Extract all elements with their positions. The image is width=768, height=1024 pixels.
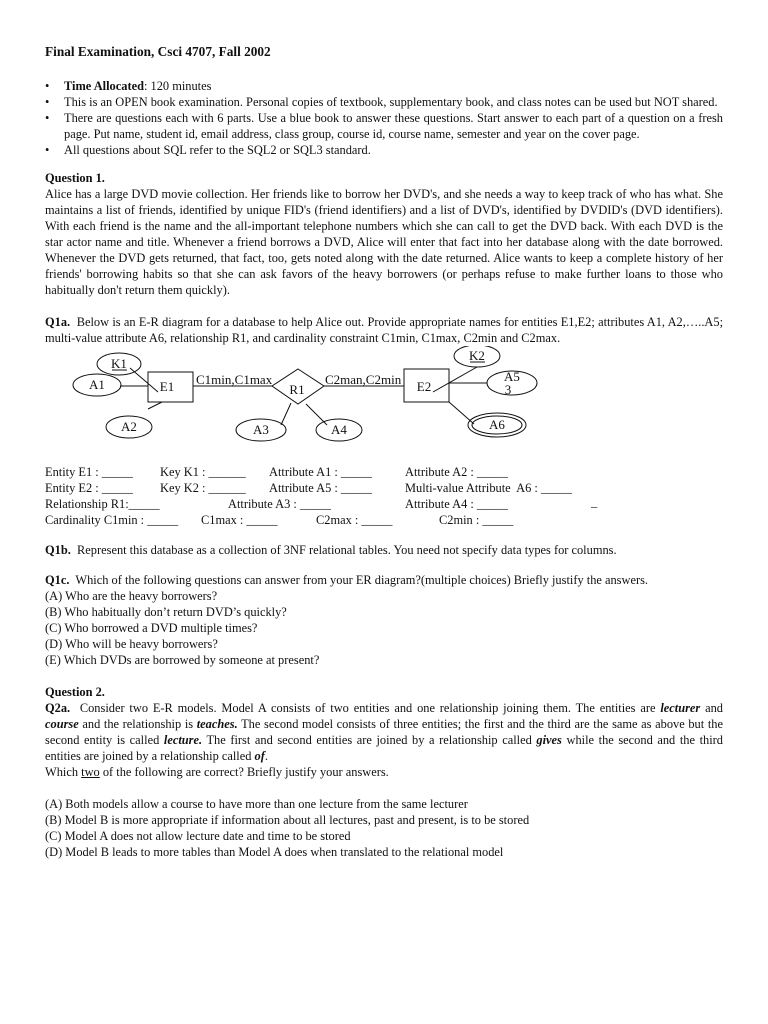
question-2-heading: Question 2.: [45, 685, 105, 699]
cardinality-c1-label: C1min,C1max: [196, 372, 273, 387]
attr-a6-label: A6: [489, 417, 505, 432]
blank-attr-a5: Attribute A5 : _____: [269, 481, 372, 495]
blank-key-k2: Key K2 : ______: [160, 481, 246, 495]
attr-a5-label: A5: [504, 369, 520, 384]
exam-title: Final Examination, Csci 4707, Fall 2002: [45, 44, 271, 59]
q2a-text-1: Consider two E-R models. Model A consists of two entities and one relationship joining them. The entities are: [79, 701, 656, 715]
question-1-body: Alice has a large DVD movie collection. Her friends like to borrow her DVD's, and she needs a way to keep track of who has what. She maintains a list of friends, identified by unique FID's (friend identifiers) and a list of DVD's, identified by DVDID's (DVD identifiers). With each friend is the name and the all-important telephone numbers which she can call to get the DVD back. With each DVD is the star actor name and title. Whenever a friend borrows a DVD, Alice will enter that fact into her database along with the date borrowed. Whenever the DVD gets returned, that fact, too, gets noted along with the date returned. Alice wants to keep a complete history of her friends' borrowing habits so that she can ask favors of the heavy borrowers (or perhaps refuse to make further loans to those who habitually don't return them quickly).: [45, 187, 723, 297]
entity-e1-label: E1: [159, 379, 175, 394]
q1c-option: (E) Which DVDs are borrowed by someone at present?: [45, 653, 320, 667]
blank-attr-a3: Attribute A3 : _____: [228, 497, 331, 511]
blank-c2min: C2min : _____: [439, 513, 514, 527]
edge-k2-e2: [433, 367, 477, 392]
instruction-blue-book: • There are questions each with 6 parts. Use a blue book to answer these questions. Start answer to each part of a question on a fresh page. Put name, student id, email address, class group, course id, course name, semester and year on the cover page.: [45, 110, 723, 142]
answer-blanks: [45, 464, 723, 528]
term-of: of: [254, 749, 265, 763]
q1b-prompt: [45, 542, 723, 558]
q2a-text-2: and the relationship is: [82, 717, 194, 731]
blank-c1min: Cardinality C1min : _____: [45, 513, 179, 527]
instruction-time: [45, 78, 723, 94]
stray-underscore: _: [591, 495, 598, 509]
q1c-prompt: [45, 572, 723, 588]
q1c-option: (B) Who habitually don’t return DVD’s quickly?: [45, 605, 287, 619]
q2a-body: [45, 700, 723, 764]
er-diagram: [45, 346, 723, 464]
blank-attr-a2: Attribute A2 : _____: [405, 465, 508, 479]
q2a-label: Q2a.: [45, 701, 71, 715]
entity-e2-label: E2: [416, 379, 432, 394]
term-course: course: [45, 717, 79, 731]
q2a-text-5: while the second and the third entities are joined by a relationship called: [45, 733, 723, 763]
blank-entity-e1: Entity E1 : _____: [45, 465, 133, 479]
q1c-text: Which of the following questions can answer from your ER diagram?(multiple choices) Briefly justify the answers.: [75, 573, 648, 587]
which-pre: Which: [45, 765, 79, 779]
er-diagram-svg: [45, 346, 723, 464]
q2a-option: (D) Model B leads to more tables than Model A does when translated to the relational model: [45, 845, 504, 859]
q1c-options: [45, 588, 723, 668]
q2a-option: (A) Both models allow a course to have more than one lecture from the same lecturer: [45, 797, 468, 811]
question-1-heading: Question 1.: [45, 171, 105, 185]
attr-k1-label: K1: [111, 356, 127, 371]
q1c-option: (A) Who are the heavy borrowers?: [45, 589, 218, 603]
q2a-text-4: The first and second entities are joined by a relationship called: [206, 733, 532, 747]
q1b-text: Represent this database as a collection of 3NF relational tables. You need not specify data types for columns.: [77, 543, 617, 557]
blank-attr-a1: Attribute A1 : _____: [269, 465, 372, 479]
q1c-label: Q1c.: [45, 573, 70, 587]
instructions-list: [45, 78, 723, 158]
exam-page: [45, 44, 723, 860]
q1a-prompt: [45, 314, 723, 346]
time-value: : 120 minutes: [143, 79, 212, 93]
q2a-and: and: [705, 701, 723, 715]
relationship-r1-label: R1: [289, 382, 305, 397]
term-teaches: teaches.: [196, 717, 238, 731]
which-two: two: [81, 765, 100, 779]
q2a-text-3: The second model consists of three entities; the first and the third are the same as above but the second entity is called: [45, 717, 723, 747]
blank-attr-a6: Multi-value Attribute A6 : _____: [405, 481, 572, 495]
cardinality-c2-label: C2man,C2min: [325, 372, 402, 387]
attr-a3-label: A3: [253, 422, 269, 437]
time-label: Time Allocated: [64, 79, 144, 93]
blank-entity-e2: Entity E2 : _____: [45, 481, 133, 495]
blank-attr-a4: Attribute A4 : _____: [405, 497, 508, 511]
q1c-option: (D) Who will be heavy borrowers?: [45, 637, 218, 651]
attr-a4-label: A4: [331, 422, 347, 437]
term-lecture: lecture.: [163, 733, 203, 747]
term-lecturer: lecturer: [660, 701, 701, 715]
attr-k2-label: K2: [469, 348, 485, 363]
edge-a3-r1: [281, 403, 291, 425]
blank-relationship-r1: Relationship R1:_____: [45, 497, 160, 511]
q1c-option: (C) Who borrowed a DVD multiple times?: [45, 621, 258, 635]
q1b-label: Q1b.: [45, 543, 71, 557]
q2a-option: (B) Model B is more appropriate if information about all lectures, past and present, is to be stored: [45, 813, 530, 827]
q2a-option: (C) Model A does not allow lecture date and time to be stored: [45, 829, 351, 843]
edge-a2-e1: [148, 402, 162, 409]
which-post: of the following are correct? Briefly justify your answers.: [102, 765, 389, 779]
term-gives: gives: [536, 733, 562, 747]
attr-a5-sub-label: 3: [504, 382, 512, 397]
blank-c2max: C2max : _____: [316, 513, 393, 527]
q1a-text: Below is an E-R diagram for a database to help Alice out. Provide appropriate names for entities E1,E2; attributes A1, A2,…..A5; multi-value attribute A6, relationship R1, and cardinality constraint C1min, C1max, C2min and C2max.: [45, 315, 724, 345]
q2a-options: [45, 796, 723, 860]
q1a-label: Q1a.: [45, 315, 71, 329]
attr-a1-label: A1: [89, 377, 105, 392]
instruction-open-book: • This is an OPEN book examination. Personal copies of textbook, supplementary book, and class notes can be used but NOT shared.: [45, 94, 723, 110]
q2a-period: .: [264, 749, 268, 763]
blank-key-k1: Key K1 : ______: [160, 465, 246, 479]
instruction-sql: • All questions about SQL refer to the SQL2 or SQL3 standard.: [45, 142, 723, 158]
q2a-which: [45, 764, 723, 780]
attr-a2-label: A2: [121, 419, 137, 434]
blank-c1max: C1max : _____: [201, 513, 278, 527]
